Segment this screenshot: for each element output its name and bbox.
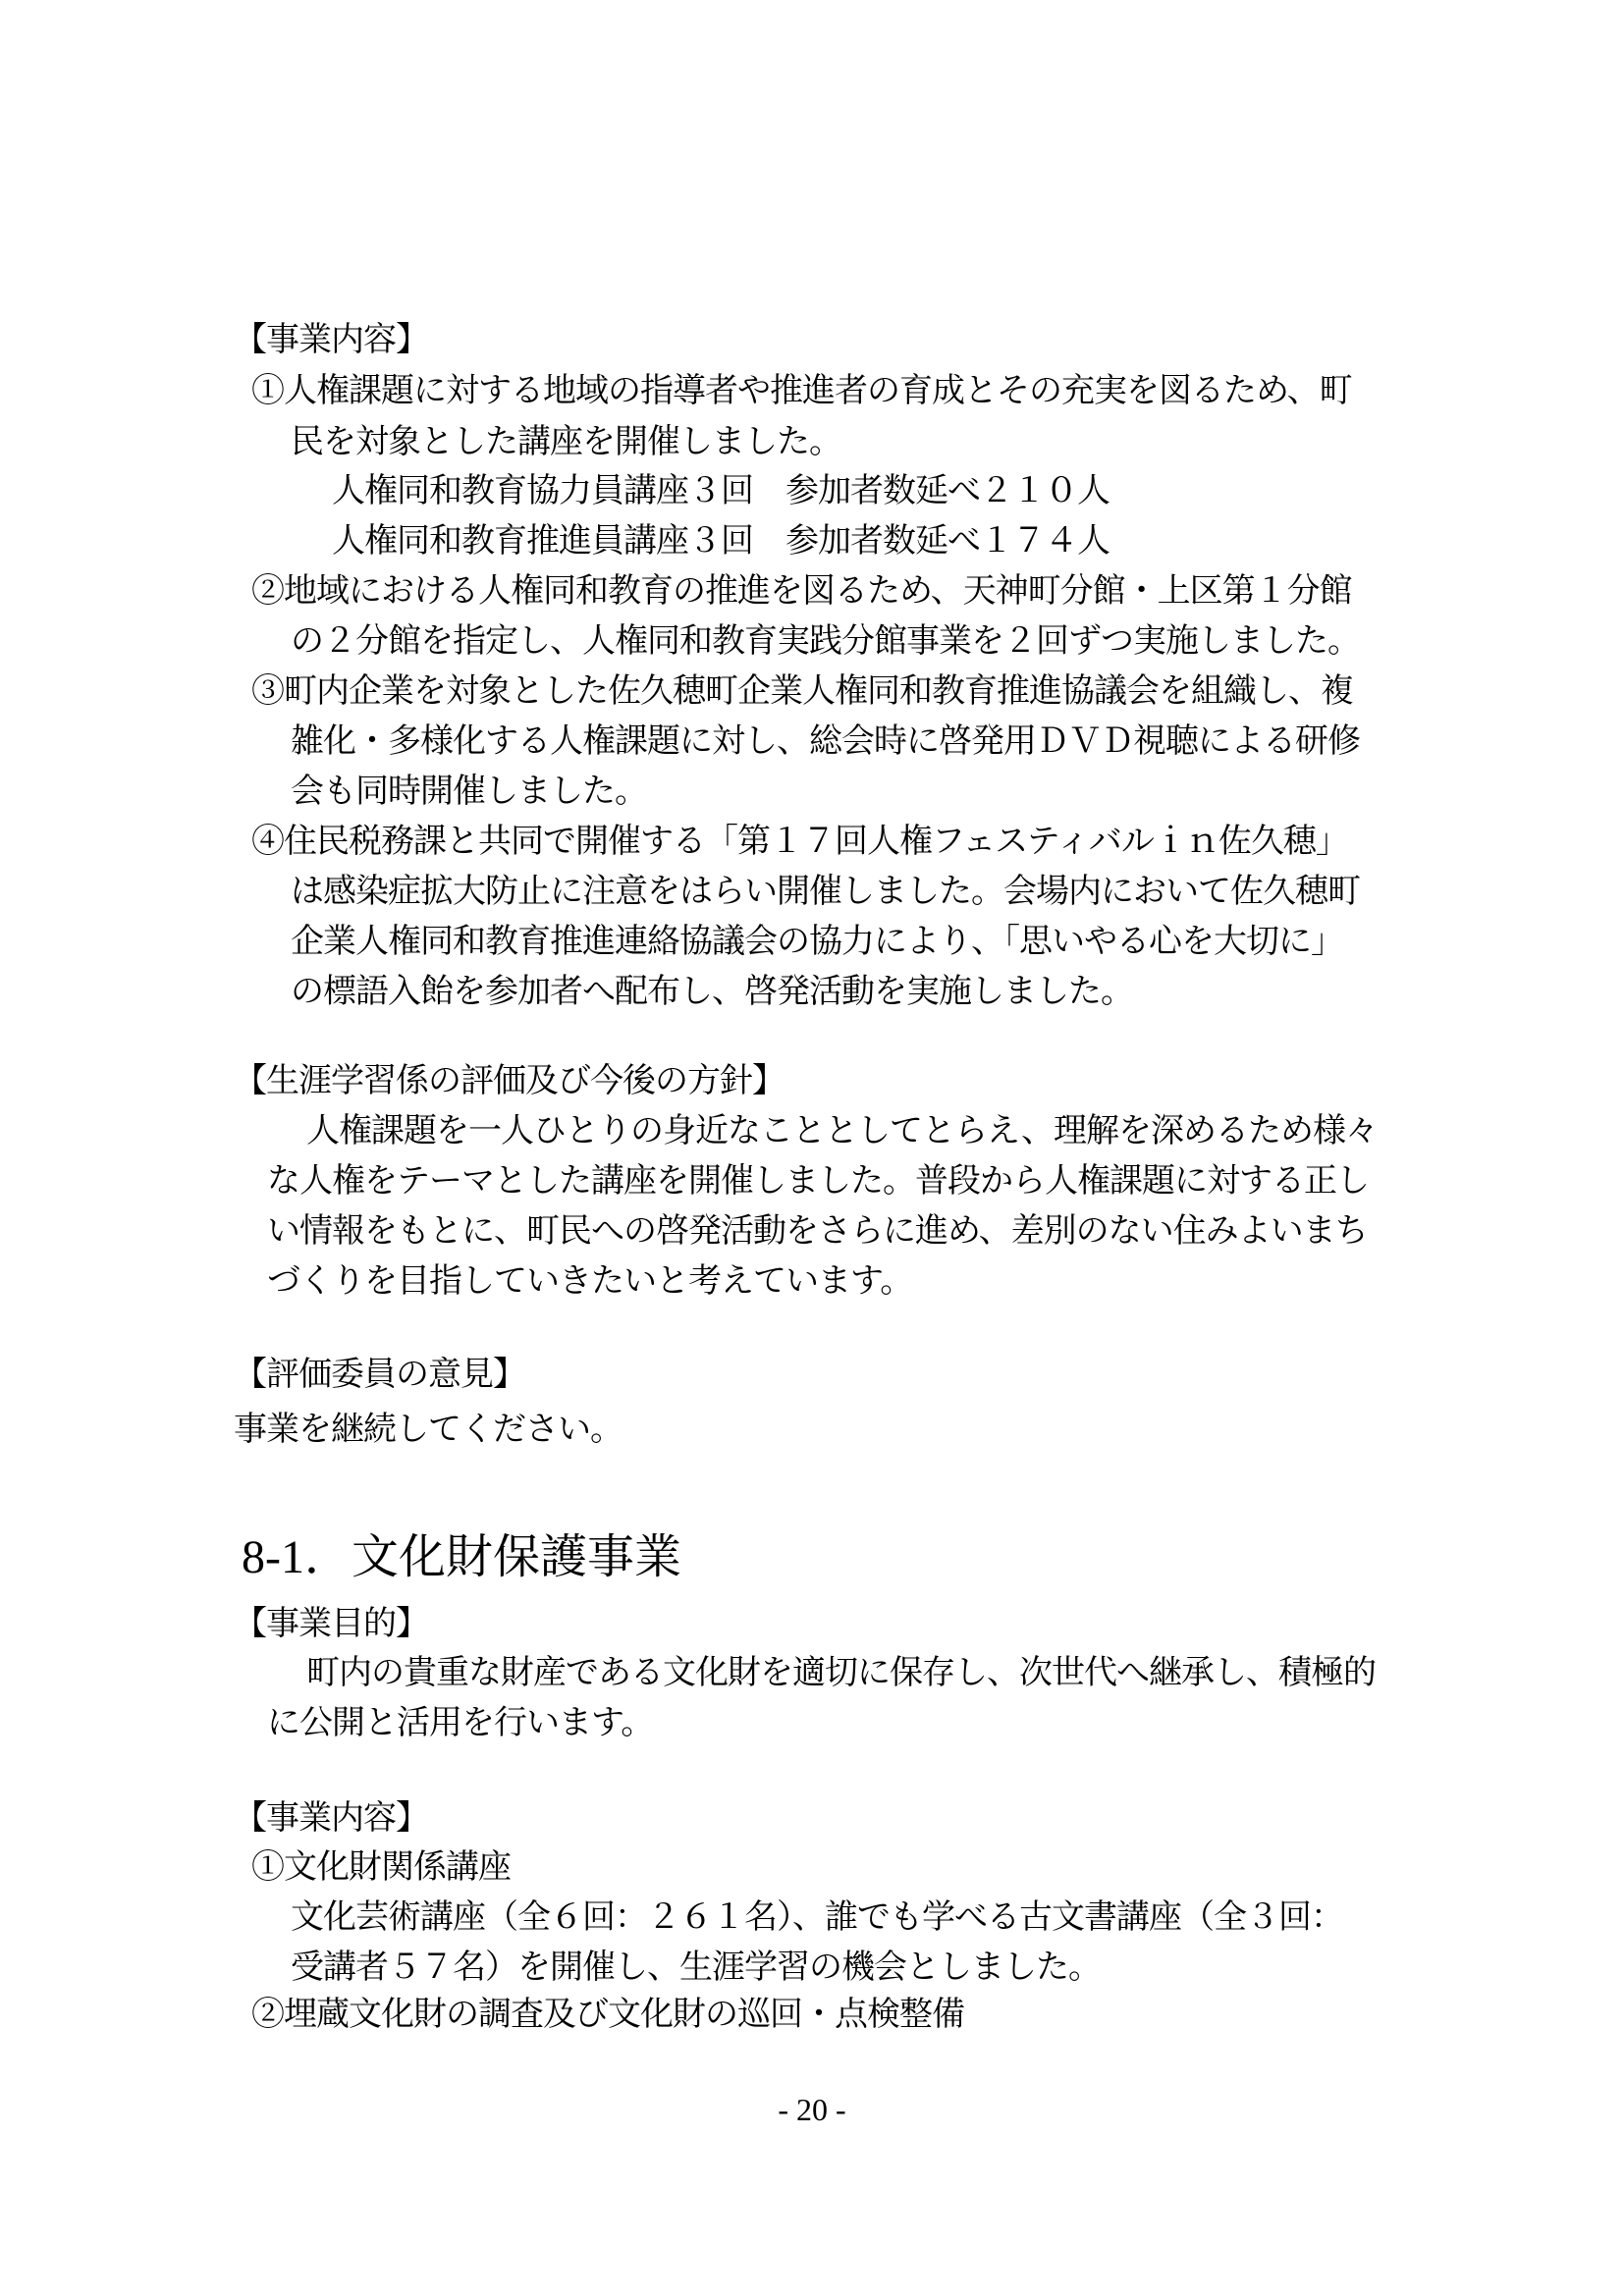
text-line: 企業人権同和教育推進連絡協議会の協力により、「思いやる心を大切に」 (291, 924, 1343, 960)
page-number: - 20 - (778, 2092, 846, 2127)
text-line: 会も同時開催しました。 (291, 774, 647, 810)
text-line: 人権同和教育協力員講座３回 参加者数延べ２１０人 (332, 473, 1110, 509)
text-line: 民を対象とした講座を開催しました。 (291, 424, 841, 460)
text-line: 雑化・多様化する人権課題に対し、総会時に啓発用ＤＶＤ視聴による研修 (291, 723, 1360, 760)
section-header-line: 【事業内容】 (234, 1800, 428, 1837)
text-line: 事業を継続してください。 (234, 1412, 623, 1448)
section-header-line: 【評価委員の意見】 (234, 1357, 525, 1393)
text-line: い情報をもとに、町民への啓発活動をさらに進め、差別のない住みよいまち (267, 1213, 1368, 1250)
text-line: 町内の貴重な財産である文化財を適切に保存し、次世代へ継承し、積極的 (306, 1655, 1376, 1691)
text-line: は感染症拡大防止に注意をはらい開催しました。会場内において佐久穂町 (291, 874, 1360, 910)
text-line: づくりを目指していきたいと考えています。 (267, 1263, 913, 1300)
text-line: な人権をテーマとした講座を開催しました。普段から人権課題に対する正し (267, 1163, 1369, 1200)
heading-line: 8-1．文化財保護事業 (242, 1531, 681, 1583)
text-line: 受講者５７名）を開催し、生涯学習の機会としました。 (291, 1949, 1101, 1986)
list-item-line: ①人権課題に対する地域の指導者や推進者の育成とその充実を図るため、町 (251, 373, 1352, 409)
list-item-line: ④住民税務課と共同で開催する「第１７回人権フェスティバルｉｎ佐久穂」 (251, 824, 1348, 860)
section-header-line: 【生涯学習係の評価及び今後の方針】 (234, 1063, 785, 1099)
list-item-line: ③町内企業を対象とした佐久穂町企業人権同和教育推進協議会を組織し、複 (251, 673, 1353, 710)
section-header-line: 【事業内容】 (234, 322, 428, 358)
section-header-line: 【事業目的】 (234, 1606, 428, 1642)
text-line: に公開と活用を行います。 (267, 1705, 654, 1741)
text-line: 人権課題を一人ひとりの身近なこととしてとらえ、理解を深めるため様々 (306, 1113, 1379, 1149)
list-item-line: ②地域における人権同和教育の推進を図るため、天神町分館・上区第１分館 (251, 573, 1352, 610)
text-line: の２分館を指定し、人権同和教育実践分館事業を２回ずつ実施しました。 (291, 623, 1360, 660)
text-line: の標語入飴を参加者へ配布し、啓発活動を実施しました。 (291, 974, 1133, 1010)
list-item-line: ①文化財関係講座 (251, 1849, 511, 1886)
list-item-line: ②埋蔵文化財の調査及び文化財の巡回・点検整備 (251, 1997, 964, 2033)
text-line: 人権同和教育推進員講座３回 参加者数延べ１７４人 (332, 523, 1110, 560)
text-line: 文化芸術講座（全６回：２６１名）、誰でも学べる古文書講座（全３回： (291, 1899, 1343, 1936)
